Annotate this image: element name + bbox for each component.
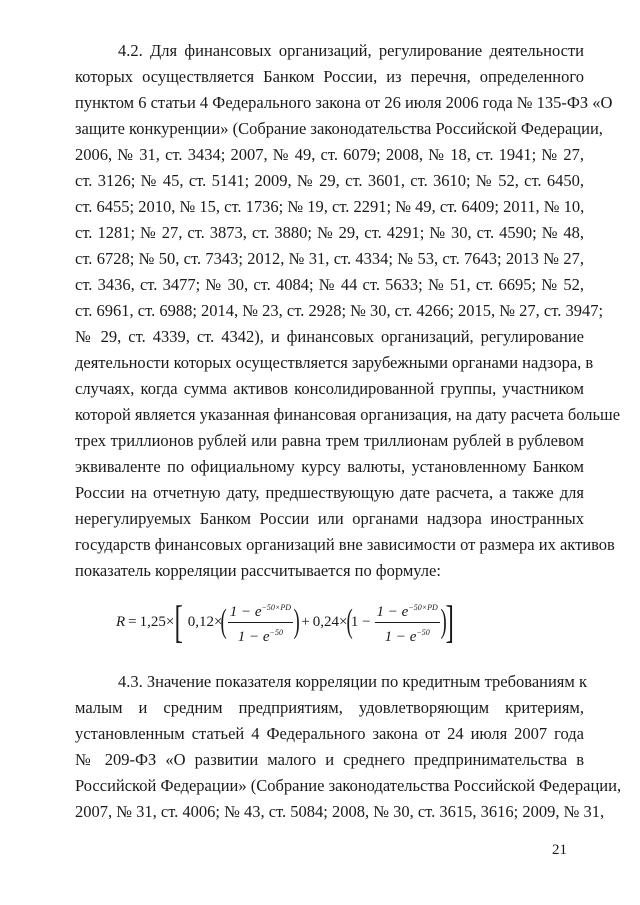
open-paren: ( bbox=[220, 603, 228, 640]
formula-coef-outer: 1,25× bbox=[139, 613, 175, 630]
text-line: деятельности которых осуществляется зарубежными органами надзора, в bbox=[75, 353, 594, 372]
text-line: ст. 3436, ст. 3477; № 30, ст. 4084; № 44 ст. 5633; № 51, ст. 6695; № 52, bbox=[75, 275, 584, 294]
fraction-1-den-exp: −50 bbox=[269, 627, 283, 637]
formula-coef-2: 0,24× bbox=[312, 613, 348, 630]
text-line: ст. 6728; № 50, ст. 7343; 2012, № 31, ст. 4334; № 53, ст. 7643; 2013 № 27, bbox=[75, 249, 584, 268]
close-paren: ) bbox=[440, 603, 447, 640]
fraction-2-den-exp: −50 bbox=[416, 627, 430, 637]
close-paren: ) bbox=[293, 603, 300, 640]
fraction-1-num-base: 1 − e bbox=[229, 603, 262, 620]
text-line: установленным статьей 4 Федерального закона от 24 июля 2007 года bbox=[75, 724, 584, 743]
text-line: 4.3. Значение показателя корреляции по кредитным требованиям к bbox=[118, 672, 587, 691]
text-line: малым и средним предприятиям, удовлетворяющим критериям, bbox=[75, 698, 584, 717]
formula-one-minus: 1 − bbox=[350, 613, 371, 630]
text-line: № 29, ст. 4339, ст. 4342), и финансовых организаций, регулирование bbox=[75, 327, 584, 346]
text-line: № 209-ФЗ «О развитии малого и среднего предпринимательства в bbox=[75, 750, 584, 769]
close-square-bracket: ] bbox=[445, 596, 455, 647]
text-line: России на отчетную дату, предшествующую дате расчета, а также для bbox=[75, 483, 584, 502]
open-paren: ( bbox=[346, 603, 353, 640]
fraction-1-denominator bbox=[236, 623, 285, 646]
fraction-2-num-base: 1 − e bbox=[376, 603, 409, 620]
text-line: 4.2. Для финансовых организаций, регулирование деятельности bbox=[118, 41, 584, 60]
text-line: нерегулируемых Банком России или органами надзора иностранных bbox=[75, 509, 584, 528]
fraction-2-den-base: 1 − e bbox=[384, 628, 417, 645]
text-line: Российской Федерации» (Собрание законодательства Российской Федерации, bbox=[75, 776, 622, 795]
text-line: защите конкуренции» (Собрание законодательства Российской Федерации, bbox=[75, 119, 603, 138]
fraction-2-denominator bbox=[383, 623, 432, 646]
formula-equals: = bbox=[128, 613, 137, 630]
text-line: ст. 3126; № 45, ст. 5141; 2009, № 29, ст. 3601, ст. 3610; № 52, ст. 6450, bbox=[75, 171, 584, 190]
text-line: эквиваленте по официальному курсу валюты, установленному Банком bbox=[75, 457, 584, 476]
text-line: государств финансовых организаций вне зависимости от размера их активов bbox=[75, 535, 615, 554]
page-number: 21 bbox=[552, 842, 567, 858]
formula-coef-1: 0,12× bbox=[187, 613, 223, 630]
text-line: которой является указанная финансовая организация, на дату расчета больше bbox=[75, 405, 621, 424]
text-line: 2006, № 31, ст. 3434; 2007, № 49, ст. 6079; 2008, № 18, ст. 1941; № 27, bbox=[75, 145, 584, 164]
open-square-bracket: [ bbox=[174, 596, 184, 647]
fraction-2 bbox=[375, 599, 440, 646]
fraction-1-numerator bbox=[228, 599, 293, 623]
formula-lhs: R bbox=[116, 613, 126, 630]
fraction-1-num-exp: −50×PD bbox=[261, 602, 291, 612]
text-line: ст. 6961, ст. 6988; 2014, № 23, ст. 2928; № 30, ст. 4266; 2015, № 27, ст. 3947; bbox=[75, 301, 604, 320]
formula-plus: + bbox=[301, 613, 310, 630]
text-line: 2007, № 31, ст. 4006; № 43, ст. 5084; 2008, № 30, ст. 3615, 3616; 2009, № 31, bbox=[75, 802, 605, 821]
fraction-2-numerator bbox=[375, 599, 440, 623]
text-line: ст. 1281; № 27, ст. 3873, ст. 3880; № 29, ст. 4291; № 30, ст. 4590; № 48, bbox=[75, 223, 584, 242]
correlation-formula bbox=[116, 591, 454, 653]
text-line: ст. 6455; 2010, № 15, ст. 1736; № 19, ст. 2291; № 49, ст. 6409; 2011, № 10, bbox=[75, 197, 585, 216]
text-line: пунктом 6 статьи 4 Федерального закона от 26 июля 2006 года № 135-ФЗ «О bbox=[75, 93, 613, 112]
text-line: трех триллионов рублей или равна трем триллионам рублей в рублевом bbox=[75, 431, 584, 450]
text-line: которых осуществляется Банком России, из перечня, определенного bbox=[75, 67, 584, 86]
fraction-1-den-base: 1 − e bbox=[237, 628, 270, 645]
fraction-2-num-exp: −50×PD bbox=[408, 602, 438, 612]
text-line: показатель корреляции рассчитывается по формуле: bbox=[75, 561, 441, 580]
text-line: случаях, когда сумма активов консолидированной группы, участником bbox=[75, 379, 584, 398]
fraction-1 bbox=[228, 599, 293, 646]
